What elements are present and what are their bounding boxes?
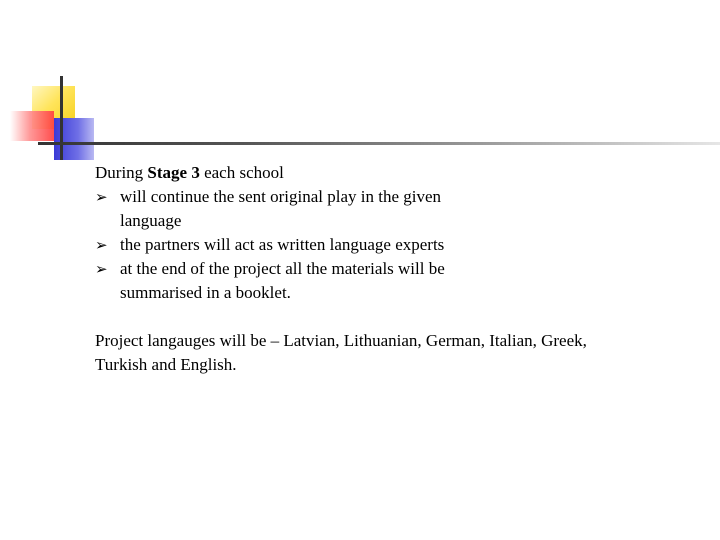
decor-red-bar	[10, 111, 54, 141]
intro-suffix: each school	[199, 163, 284, 182]
arrow-right-icon: ➢	[95, 260, 108, 278]
bullet-list	[95, 185, 695, 305]
bullet-text: at the end of the project all the materials will be summarised in a booklet.	[120, 259, 445, 302]
intro-line	[95, 161, 695, 185]
list-item	[95, 233, 490, 257]
slide-body	[95, 161, 695, 377]
stage-label: Stage 3	[147, 163, 200, 182]
arrow-right-icon: ➢	[95, 188, 108, 206]
bullet-text: the partners will act as written language experts	[120, 235, 445, 254]
list-item	[95, 257, 490, 305]
decor-vertical-line	[60, 76, 63, 160]
arrow-right-icon: ➢	[95, 236, 108, 254]
paragraph-spacer	[95, 305, 695, 329]
intro-prefix: During	[95, 163, 148, 182]
project-languages-paragraph: Project langauges will be – Latvian, Lithuanian, German, Italian, Greek, Turkish and English.	[95, 331, 587, 374]
title-divider-line	[38, 142, 720, 145]
list-item	[95, 185, 490, 233]
bullet-text: will continue the sent original play in the given language	[120, 187, 442, 230]
